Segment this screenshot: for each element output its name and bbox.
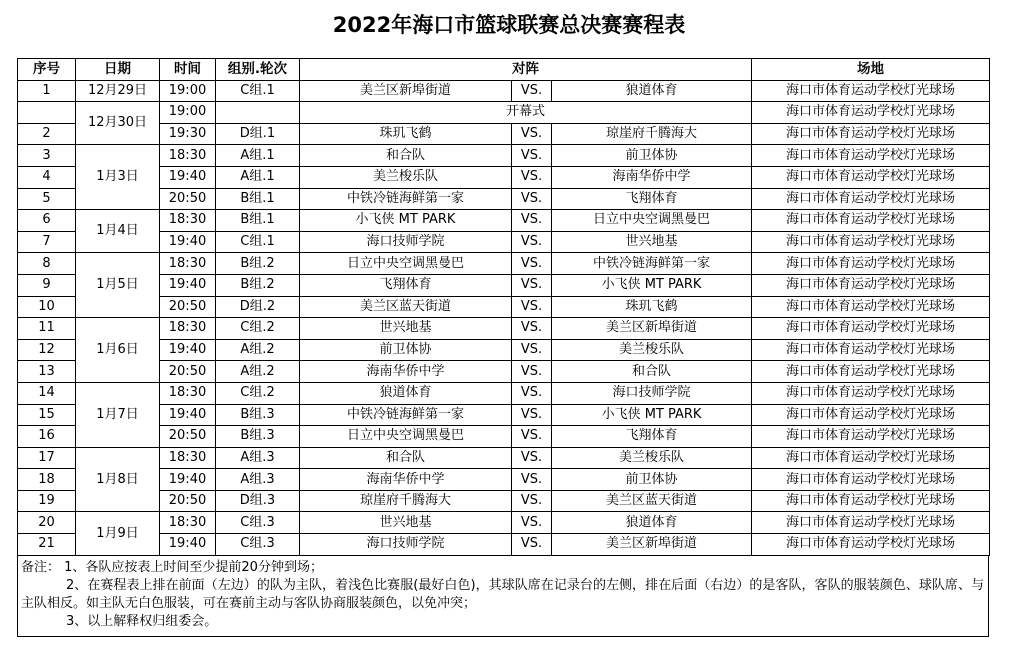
cell-time: 20:50 xyxy=(160,361,216,383)
cell-vs: VS. xyxy=(512,123,552,145)
cell-away-team: 小飞侠 MT PARK xyxy=(552,274,752,296)
cell-group: A组.2 xyxy=(216,339,300,361)
cell-vs: VS. xyxy=(512,426,552,448)
table-row xyxy=(18,210,990,232)
cell-vs: VS. xyxy=(512,534,552,556)
cell-group: B组.2 xyxy=(216,253,300,275)
cell-group: A组.2 xyxy=(216,361,300,383)
cell-venue: 海口市体育运动学校灯光球场 xyxy=(752,339,990,361)
cell-away-team: 和合队 xyxy=(552,361,752,383)
cell-venue: 海口市体育运动学校灯光球场 xyxy=(752,166,990,188)
cell-group: B组.1 xyxy=(216,188,300,210)
cell-time: 19:40 xyxy=(160,166,216,188)
cell-home-team: 美兰区新埠街道 xyxy=(300,80,512,102)
table-row xyxy=(18,382,990,404)
table-row xyxy=(18,469,990,491)
cell-venue: 海口市体育运动学校灯光球场 xyxy=(752,318,990,340)
cell-away-team: 狼道体育 xyxy=(552,512,752,534)
cell-group: B组.2 xyxy=(216,274,300,296)
cell-group: B组.3 xyxy=(216,426,300,448)
cell-away-team: 中铁冷链海鲜第一家 xyxy=(552,253,752,275)
table-row xyxy=(18,534,990,556)
table-row xyxy=(18,80,990,102)
cell-opening-label: 开幕式 xyxy=(300,102,752,124)
cell-away-team: 美兰区新埠街道 xyxy=(552,534,752,556)
cell-venue: 海口市体育运动学校灯光球场 xyxy=(752,102,990,124)
header-time: 时间 xyxy=(160,59,216,81)
schedule-body xyxy=(18,80,990,555)
cell-home-team: 飞翔体育 xyxy=(300,274,512,296)
cell-venue: 海口市体育运动学校灯光球场 xyxy=(752,296,990,318)
cell-no-empty xyxy=(18,102,76,124)
table-row xyxy=(18,318,990,340)
cell-no: 13 xyxy=(18,361,76,383)
note-line-3: 3、以上解释权归组委会。 xyxy=(66,614,218,629)
cell-no: 17 xyxy=(18,447,76,469)
cell-time: 19:40 xyxy=(160,231,216,253)
cell-vs: VS. xyxy=(512,210,552,232)
header-no: 序号 xyxy=(18,59,76,81)
cell-away-team: 美兰梭乐队 xyxy=(552,447,752,469)
cell-home-team: 小飞侠 MT PARK xyxy=(300,210,512,232)
cell-home-team: 中铁冷链海鲜第一家 xyxy=(300,188,512,210)
cell-time: 20:50 xyxy=(160,490,216,512)
cell-time: 18:30 xyxy=(160,382,216,404)
cell-away-team: 日立中央空调黑曼巴 xyxy=(552,210,752,232)
cell-time: 19:40 xyxy=(160,274,216,296)
table-row xyxy=(18,339,990,361)
cell-group: C组.3 xyxy=(216,512,300,534)
cell-group: A组.1 xyxy=(216,166,300,188)
cell-venue: 海口市体育运动学校灯光球场 xyxy=(752,210,990,232)
cell-vs: VS. xyxy=(512,318,552,340)
cell-away-team: 美兰区新埠街道 xyxy=(552,318,752,340)
cell-no: 6 xyxy=(18,210,76,232)
cell-home-team: 珠玑飞鹤 xyxy=(300,123,512,145)
cell-home-team: 海南华侨中学 xyxy=(300,361,512,383)
cell-away-team: 世兴地基 xyxy=(552,231,752,253)
cell-home-team: 世兴地基 xyxy=(300,512,512,534)
cell-group-empty xyxy=(216,102,300,124)
cell-venue: 海口市体育运动学校灯光球场 xyxy=(752,188,990,210)
cell-venue: 海口市体育运动学校灯光球场 xyxy=(752,469,990,491)
header-match: 对阵 xyxy=(300,59,752,81)
cell-time: 18:30 xyxy=(160,253,216,275)
cell-time: 18:30 xyxy=(160,447,216,469)
page-title: 2022年海口市篮球联赛总决赛赛程表 xyxy=(332,13,686,37)
cell-no: 19 xyxy=(18,490,76,512)
cell-group: A组.1 xyxy=(216,145,300,167)
cell-time: 19:40 xyxy=(160,469,216,491)
cell-vs: VS. xyxy=(512,166,552,188)
cell-time: 20:50 xyxy=(160,188,216,210)
cell-venue: 海口市体育运动学校灯光球场 xyxy=(752,361,990,383)
cell-no: 5 xyxy=(18,188,76,210)
cell-vs: VS. xyxy=(512,469,552,491)
table-row xyxy=(18,123,990,145)
cell-no: 9 xyxy=(18,274,76,296)
table-row xyxy=(18,274,990,296)
cell-away-team: 前卫体协 xyxy=(552,469,752,491)
cell-no: 2 xyxy=(18,123,76,145)
cell-home-team: 和合队 xyxy=(300,447,512,469)
cell-venue: 海口市体育运动学校灯光球场 xyxy=(752,534,990,556)
cell-no: 1 xyxy=(18,80,76,102)
cell-home-team: 前卫体协 xyxy=(300,339,512,361)
cell-away-team: 琼崖府千腾海大 xyxy=(552,123,752,145)
cell-venue: 海口市体育运动学校灯光球场 xyxy=(752,123,990,145)
cell-time: 19:40 xyxy=(160,404,216,426)
table-row xyxy=(18,426,990,448)
cell-home-team: 和合队 xyxy=(300,145,512,167)
cell-group: C组.3 xyxy=(216,534,300,556)
cell-no: 10 xyxy=(18,296,76,318)
cell-away-team: 美兰区蓝天街道 xyxy=(552,490,752,512)
cell-home-team: 中铁冷链海鲜第一家 xyxy=(300,404,512,426)
cell-away-team: 飞翔体育 xyxy=(552,426,752,448)
cell-no: 15 xyxy=(18,404,76,426)
cell-time: 18:30 xyxy=(160,145,216,167)
cell-date: 12月30日 xyxy=(76,102,160,145)
cell-vs: VS. xyxy=(512,404,552,426)
cell-vs: VS. xyxy=(512,188,552,210)
note-line-1: 备注： 1、各队应按表上时间至少提前20分钟到场； xyxy=(21,560,323,575)
cell-vs: VS. xyxy=(512,296,552,318)
cell-venue: 海口市体育运动学校灯光球场 xyxy=(752,426,990,448)
cell-group: B组.3 xyxy=(216,404,300,426)
cell-no: 12 xyxy=(18,339,76,361)
table-row xyxy=(18,253,990,275)
table-row xyxy=(18,296,990,318)
cell-time: 18:30 xyxy=(160,210,216,232)
cell-no: 16 xyxy=(18,426,76,448)
cell-no: 18 xyxy=(18,469,76,491)
cell-away-team: 海南华侨中学 xyxy=(552,166,752,188)
cell-group: B组.1 xyxy=(216,210,300,232)
cell-opening-time: 19:00 xyxy=(160,102,216,124)
cell-date: 1月6日 xyxy=(76,318,160,383)
cell-date: 1月4日 xyxy=(76,210,160,253)
cell-group: C组.1 xyxy=(216,80,300,102)
table-row xyxy=(18,166,990,188)
header-date: 日期 xyxy=(76,59,160,81)
schedule-table xyxy=(17,58,990,556)
cell-away-team: 海口技师学院 xyxy=(552,382,752,404)
cell-no: 4 xyxy=(18,166,76,188)
cell-home-team: 琼崖府千腾海大 xyxy=(300,490,512,512)
cell-time: 20:50 xyxy=(160,296,216,318)
cell-vs: VS. xyxy=(512,447,552,469)
cell-vs: VS. xyxy=(512,274,552,296)
cell-venue: 海口市体育运动学校灯光球场 xyxy=(752,231,990,253)
cell-vs: VS. xyxy=(512,382,552,404)
cell-home-team: 海口技师学院 xyxy=(300,231,512,253)
cell-date: 1月5日 xyxy=(76,253,160,318)
table-row xyxy=(18,404,990,426)
header-row xyxy=(18,59,990,81)
cell-vs: VS. xyxy=(512,231,552,253)
cell-vs: VS. xyxy=(512,80,552,102)
cell-group: C组.2 xyxy=(216,318,300,340)
cell-no: 8 xyxy=(18,253,76,275)
cell-vs: VS. xyxy=(512,490,552,512)
cell-no: 11 xyxy=(18,318,76,340)
cell-venue: 海口市体育运动学校灯光球场 xyxy=(752,512,990,534)
table-row xyxy=(18,145,990,167)
cell-group: C组.2 xyxy=(216,382,300,404)
note-line-2: 2、在赛程表上排在前面（左边）的队为主队，着浅色比赛服(最好白色)，其球队席在记录台的左侧，排在后面（右边）的是客队，客队的服装颜色、球队席、与主队相反。如主队无白色服装，可在赛前主动与客队协商服装颜色，以免冲突； xyxy=(21,578,984,611)
cell-vs: VS. xyxy=(512,339,552,361)
table-row xyxy=(18,447,990,469)
cell-vs: VS. xyxy=(512,253,552,275)
cell-time: 20:50 xyxy=(160,426,216,448)
table-row xyxy=(18,231,990,253)
cell-no: 20 xyxy=(18,512,76,534)
cell-away-team: 飞翔体育 xyxy=(552,188,752,210)
cell-away-team: 小飞侠 MT PARK xyxy=(552,404,752,426)
notes-box xyxy=(17,555,989,637)
cell-venue: 海口市体育运动学校灯光球场 xyxy=(752,274,990,296)
cell-home-team: 狼道体育 xyxy=(300,382,512,404)
cell-venue: 海口市体育运动学校灯光球场 xyxy=(752,404,990,426)
cell-date: 1月3日 xyxy=(76,145,160,210)
cell-venue: 海口市体育运动学校灯光球场 xyxy=(752,447,990,469)
cell-group: D组.2 xyxy=(216,296,300,318)
cell-home-team: 海口技师学院 xyxy=(300,534,512,556)
cell-time: 18:30 xyxy=(160,318,216,340)
cell-home-team: 日立中央空调黑曼巴 xyxy=(300,426,512,448)
cell-home-team: 美兰区蓝天街道 xyxy=(300,296,512,318)
cell-group: C组.1 xyxy=(216,231,300,253)
cell-date: 12月29日 xyxy=(76,80,160,102)
cell-venue: 海口市体育运动学校灯光球场 xyxy=(752,382,990,404)
opening-row xyxy=(18,102,990,124)
cell-home-team: 日立中央空调黑曼巴 xyxy=(300,253,512,275)
cell-home-team: 世兴地基 xyxy=(300,318,512,340)
cell-group: D组.1 xyxy=(216,123,300,145)
table-row xyxy=(18,188,990,210)
cell-group: A组.3 xyxy=(216,447,300,469)
cell-group: D组.3 xyxy=(216,490,300,512)
cell-home-team: 海南华侨中学 xyxy=(300,469,512,491)
table-row xyxy=(18,490,990,512)
cell-time: 18:30 xyxy=(160,512,216,534)
cell-group: A组.3 xyxy=(216,469,300,491)
cell-no: 14 xyxy=(18,382,76,404)
header-venue: 场地 xyxy=(752,59,990,81)
cell-vs: VS. xyxy=(512,145,552,167)
cell-no: 7 xyxy=(18,231,76,253)
cell-venue: 海口市体育运动学校灯光球场 xyxy=(752,80,990,102)
header-group: 组别.轮次 xyxy=(216,59,300,81)
cell-away-team: 美兰梭乐队 xyxy=(552,339,752,361)
cell-home-team: 美兰梭乐队 xyxy=(300,166,512,188)
cell-vs: VS. xyxy=(512,512,552,534)
cell-vs: VS. xyxy=(512,361,552,383)
cell-venue: 海口市体育运动学校灯光球场 xyxy=(752,145,990,167)
cell-no: 21 xyxy=(18,534,76,556)
cell-away-team: 珠玑飞鹤 xyxy=(552,296,752,318)
cell-time: 19:30 xyxy=(160,123,216,145)
table-row xyxy=(18,361,990,383)
cell-away-team: 狼道体育 xyxy=(552,80,752,102)
cell-date: 1月8日 xyxy=(76,447,160,512)
table-row xyxy=(18,512,990,534)
cell-date: 1月9日 xyxy=(76,512,160,555)
cell-time: 19:40 xyxy=(160,534,216,556)
cell-no: 3 xyxy=(18,145,76,167)
cell-away-team: 前卫体协 xyxy=(552,145,752,167)
cell-date: 1月7日 xyxy=(76,382,160,447)
cell-venue: 海口市体育运动学校灯光球场 xyxy=(752,490,990,512)
cell-venue: 海口市体育运动学校灯光球场 xyxy=(752,253,990,275)
cell-time: 19:00 xyxy=(160,80,216,102)
cell-time: 19:40 xyxy=(160,339,216,361)
